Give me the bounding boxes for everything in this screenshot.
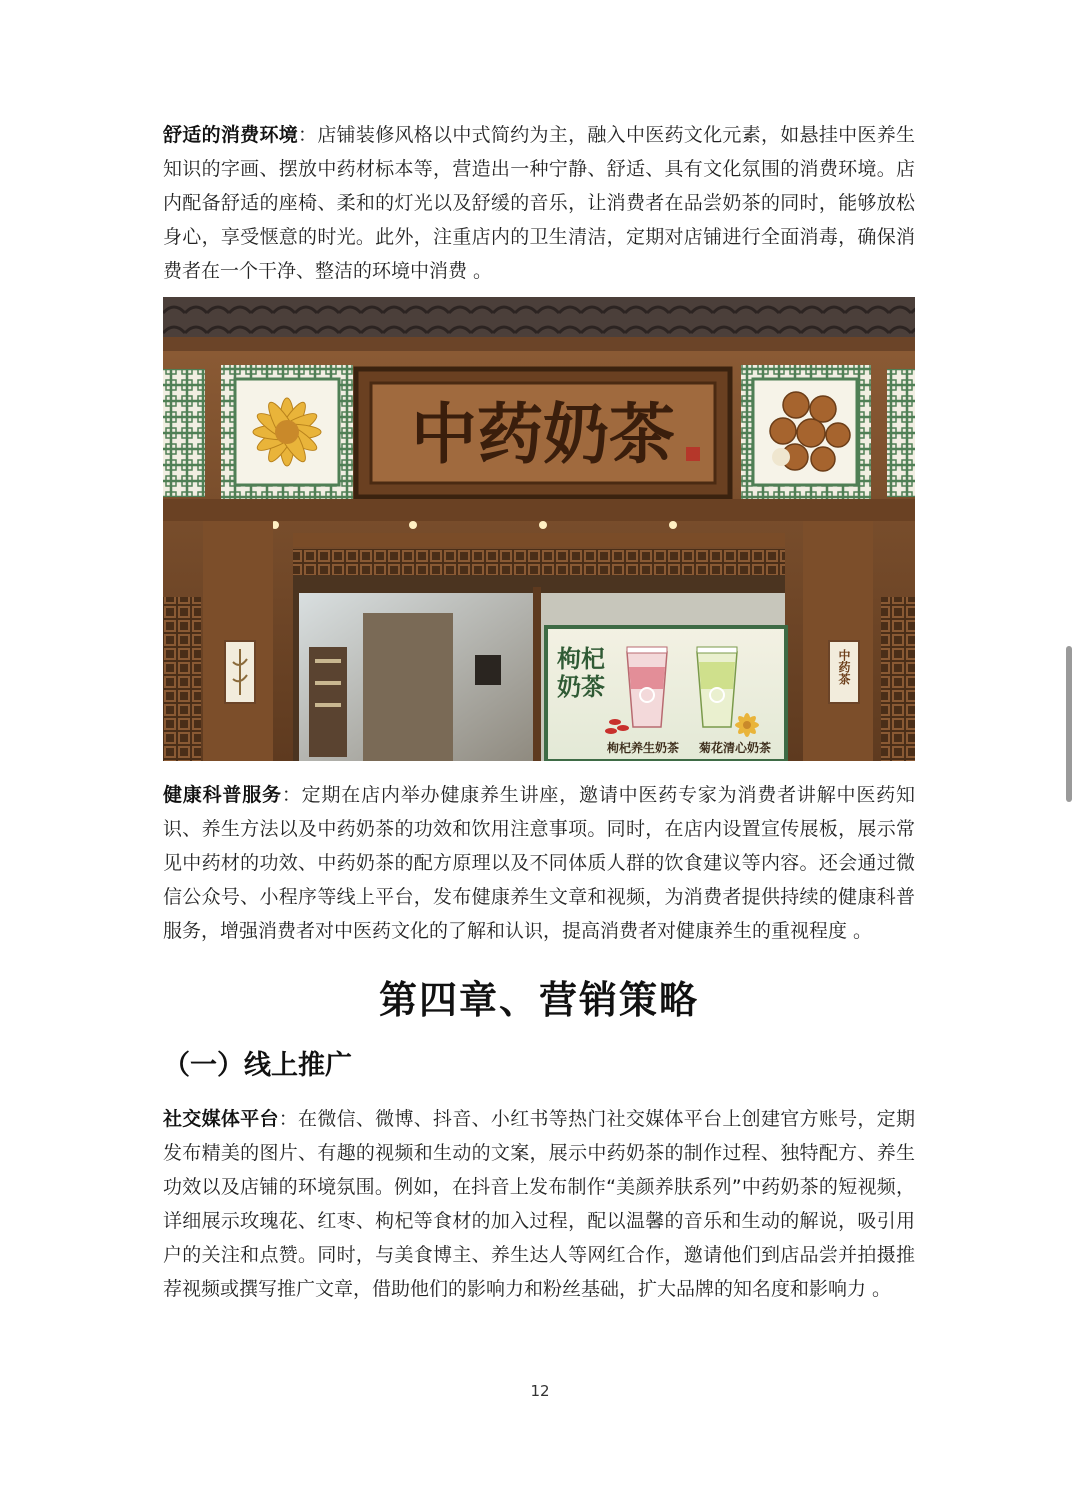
signboard-text: 中药奶茶 [411, 395, 675, 473]
section-title: （一）线上推广 [163, 1050, 352, 1081]
storefront-photo [163, 297, 915, 761]
scrollbar-thumb[interactable] [1066, 646, 1072, 802]
paragraph-environment [163, 118, 915, 288]
poster-title-line2: 奶茶 [557, 672, 605, 701]
label-separator: ： [281, 784, 302, 806]
paragraph-label: 健康科普服务 [163, 784, 282, 806]
paragraph-text: 在微信、微博、抖音、小红书等热门社交媒体平台上创建官方账号，定期发布精美的图片、有趣的视频和生动的文案，展示中药奶茶的制作过程、独特配方、养生功效以及店铺的环境氛围。例如，在抖音上发布制作“美颜养肤系列”中药奶茶的短视频，详细展示玫瑰花、红枣、枸杞等食材的加入过程，配以温馨的音乐和生动的解说，吸引用户的关注和点赞。同时，与美食博主、养生达人等网红合作，邀请他们到店品尝并拍摄推荐视频或撰写推广文章，借助他们的影响力和粉丝基础，扩大品牌的知名度和影响力 。 [163, 1108, 915, 1300]
poster-caption-left: 枸杞养生奶茶 [606, 741, 680, 755]
chapter-title: 第四章、营销策略 [378, 978, 699, 1022]
poster-title-line1: 枸杞 [557, 644, 605, 673]
page-number: 12 [530, 1382, 550, 1400]
label-separator: ： [298, 124, 318, 146]
side-panel-text: 中药茶 [837, 649, 851, 685]
paragraph-label: 舒适的消费环境 [163, 124, 299, 146]
paragraph-health-science [163, 778, 915, 948]
poster-caption-right: 菊花清心奶茶 [698, 741, 772, 755]
paragraph-text: 店铺装修风格以中式简约为主，融入中医药文化元素，如悬挂中医养生知识的字画、摆放中药材标本等，营造出一种宁静、舒适、具有文化氛围的消费环境。店内配备舒适的座椅、柔和的灯光以及舒缓的音乐，让消费者在品尝奶茶的同时，能够放松身心，享受惬意的时光。此外，注重店内的卫生清洁，定期对店铺进行全面消毒，确保消费者在一个干净、整洁的环境中消费 。 [163, 124, 915, 282]
paragraph-label: 社交媒体平台 [163, 1108, 279, 1130]
paragraph-text: 定期在店内举办健康养生讲座，邀请中医药专家为消费者讲解中医药知识、养生方法以及中药奶茶的功效和饮用注意事项。同时，在店内设置宣传展板，展示常见中药材的功效、中药奶茶的配方原理以及不同体质人群的饮食建议等内容。还会通过微信公众号、小程序等线上平台，发布健康养生文章和视频，为消费者提供持续的健康科普服务，增强消费者对中医药文化的了解和认识，提高消费者对健康养生的重视程度 。 [163, 784, 915, 942]
paragraph-social-media [163, 1102, 915, 1306]
page-content [163, 118, 915, 1306]
label-separator: ： [278, 1108, 299, 1130]
